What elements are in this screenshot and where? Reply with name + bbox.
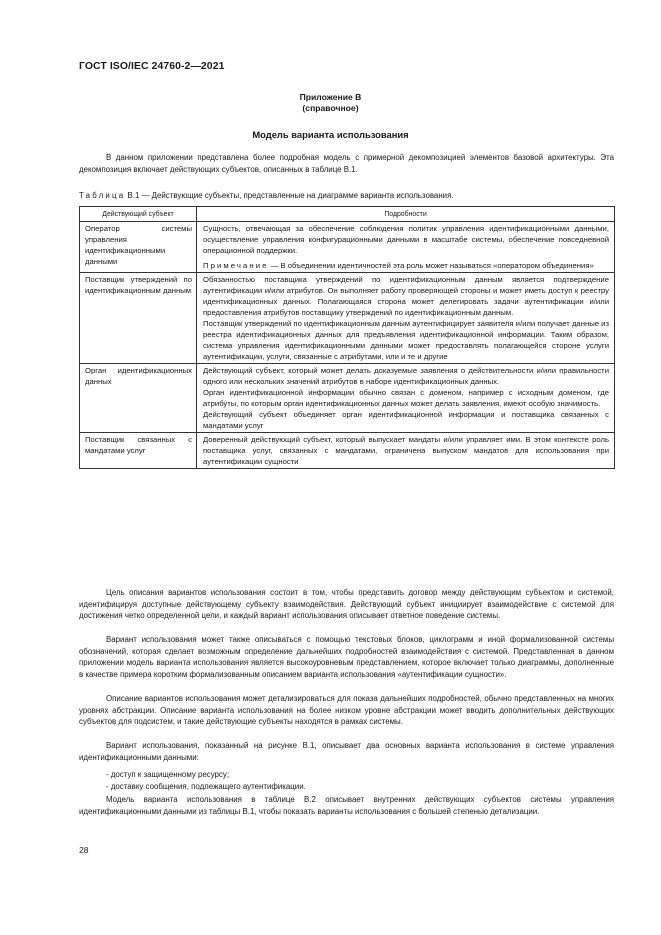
appendix-subtitle: (справочное): [302, 103, 359, 113]
table-caption: [79, 190, 619, 201]
table-row: [80, 222, 615, 273]
table-row: [80, 273, 615, 364]
details-cell: [197, 364, 615, 433]
note-lead: Примечание: [203, 261, 269, 270]
actor-cell: Поставщик утверждений по идентификационным данным: [80, 273, 197, 364]
table-row: [80, 364, 615, 433]
body-paragraph-5: Модель варианта использования в таблице В.2 описывает внутренних действующих субъектов системы управления идентификационными данными из таблицы В.1, чтобы показать варианты использования с большей степенью детализации.: [79, 795, 614, 816]
appendix-title: Приложение В: [299, 92, 362, 102]
note-text: — В объединении идентичностей эта роль может называться «оператором объединения»: [268, 261, 594, 270]
section-title: Модель варианта использования: [252, 129, 409, 140]
details-paragraph: Поставщик утверждений по идентификационным данным аутентифицирует заявителя и/или получает данные из реестра идентификационных данных для предъявления идентификационной информации. Таким образом, система управления идентификационными данными может предоставлять полагающейся стороне услуги аутентификации, услуги, связанные с атрибутами, или и те и другие: [203, 319, 609, 361]
details-cell: [197, 433, 615, 469]
details-note: [203, 260, 609, 271]
details-paragraph: Сущность, отвечающая за обеспечение соблюдения политик управления идентификационными данными, осуществление управления конфигурационными данными в масштабе системы, обеспечение повседневной операционной поддержки.: [203, 224, 609, 255]
details-paragraph: Обязанностью поставщика утверждений по идентификационным данным является подтверждение аутентификации и/или атрибутов. Он выполняет работу проверяющей стороны и может иметь доступ к реестру идентификационных данных. Полагающаяся сторона может делегировать задачи аутентификации и/или предоставления атрибутов поставщику утверждений по идентификационным данным.: [203, 275, 609, 317]
body-paragraph-4: Вариант использования, показанный на рисунке В.1, описывает два основных варианта использования в системе управления идентификационными данными:: [79, 741, 614, 762]
details-paragraph: Доверенный действующий субъект, который выпускает мандаты и/или управляет ими. В этом контексте роль поставщика услуг, связанных с мандатами, ограничена выпуском мандатов для использования при аутентификации сущности: [203, 435, 609, 466]
table-caption-lead: Таблица: [79, 191, 126, 200]
actors-table: [79, 206, 615, 469]
details-cell: [197, 273, 615, 364]
body-paragraph-1: Цель описания вариантов использования состоит в том, чтобы представить договор между действующим субъектом и системой, идентифицируя доступные действующему субъекту взаимодействия. Действующий субъект инициирует взаимодействие с системой для достижения четко определенной цели, и каждый вариант использования описывает ответное поведение системы.: [79, 588, 614, 621]
intro-paragraph: В данном приложении представлена более подробная модель с примерной декомпозицией элементов базовой архитектуры. Эта декомпозиция включает действующих субъектов, описанных в таблице В.1.: [79, 153, 614, 174]
table-header-row: [80, 207, 615, 222]
actor-cell: Оператор системы управления идентификационными данными: [80, 222, 197, 273]
column-header-actor: Действующий субъект: [80, 207, 197, 222]
column-header-details: Подробности: [197, 207, 615, 222]
details-paragraph: Действующий субъект объединяет орган идентификационной информации и поставщика связанных с мандатами услуг: [203, 410, 609, 430]
standard-header: ГОСТ ISO/IEC 24760-2—2021: [79, 61, 225, 72]
table-caption-text: В.1 — Действующие субъекты, представленные на диаграмме варианта использования.: [125, 191, 454, 200]
actor-cell: Орган идентификационных данных: [80, 364, 197, 433]
details-paragraph: Орган идентификационной информации обычно связан с доменом, например с исходным доменом, где атрибуты, по которым орган идентификационных данных может делать заявления, имеют особую значимость.: [203, 388, 609, 408]
table-row: [80, 433, 615, 469]
details-cell: [197, 222, 615, 273]
list-item: - доступ к защищенному ресурсу;: [106, 770, 230, 779]
actor-cell: Поставщик связанных с мандатами услуг: [80, 433, 197, 469]
body-paragraph-3: Описание вариантов использования может детализироваться для показа дальнейших подробностей, обычно представленных на многих уровнях абстракции. Описание варианта использования на более низком уровне абстракции может вводить дополнительных действующих субъектов для подсистем, и такие действующие субъекты находятся в рамках системы.: [79, 694, 614, 727]
details-paragraph: Действующий субъект, который может делать доказуемые заявления о действительности и/или правильности одного или нескольких значений атрибутов в наборе идентификационных данных.: [203, 366, 609, 386]
page-number: 28: [79, 845, 89, 855]
list-item: - доставку сообщения, подлежащего аутентификации.: [106, 782, 306, 791]
body-paragraph-2: Вариант использования может также описываться с помощью текстовых блоков, циклограмм и иной формализованной системы обозначений, которая сделает возможным определение дальнейших подробностей взаимодействия с системой. Представленная в данном приложении модель варианта использования является высокоуровневым представлением, которое включает только диаграммы, дополненные в качестве примера коротким формализованным описанием варианта использования «аутентификации сущности».: [79, 635, 614, 679]
